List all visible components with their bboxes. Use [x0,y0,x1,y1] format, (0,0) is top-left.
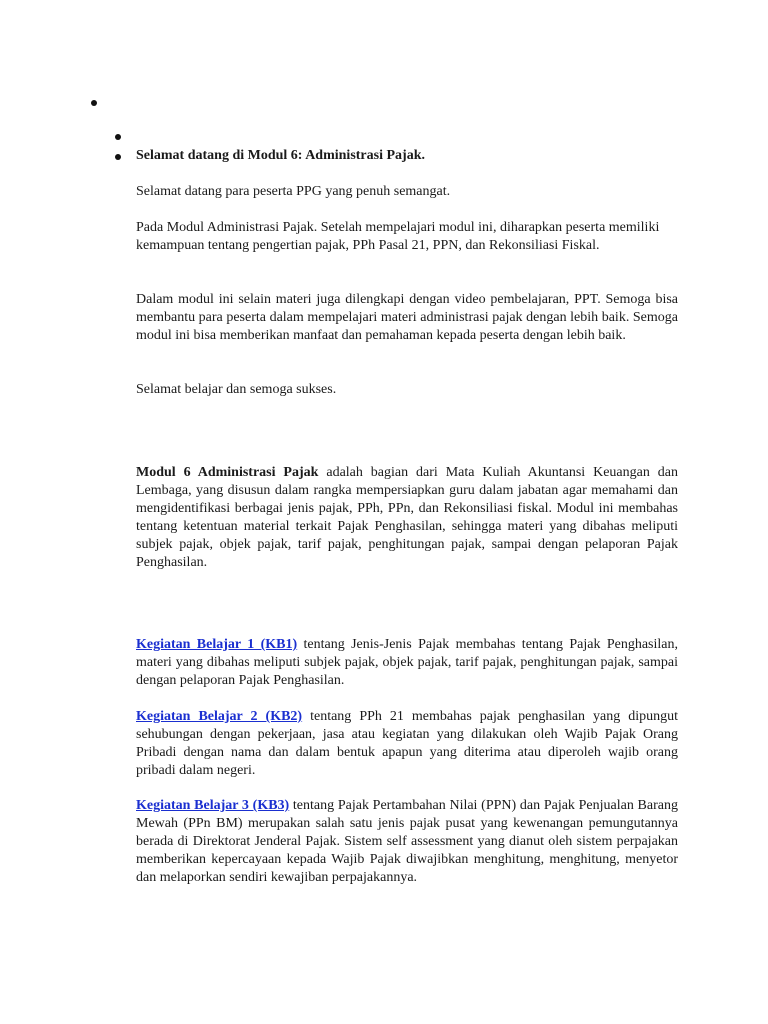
closing-paragraph: Selamat belajar dan semoga sukses. [136,382,337,397]
kb3-link[interactable]: Kegiatan Belajar 3 (KB3) [136,798,290,813]
kb3-paragraph [136,797,678,887]
intro-paragraph: Pada Modul Administrasi Pajak. Setelah mempelajari modul ini, diharapkan peserta memiliki kemampuan tentang pengertian pajak, PPh Pasal 21, PPN, dan Rekonsiliasi Fiskal. [136,220,660,253]
bullet-marker [115,134,121,140]
module-description [136,464,678,572]
bullet-marker [115,154,121,160]
video-paragraph: Dalam modul ini selain materi juga dilengkapi dengan video pembelajaran, PPT. Semoga bisa membantu para peserta dalam mempelajari materi administrasi pajak dengan lebih baik. Semoga modul ini bisa memberikan manfaat dan pemahaman kepada peserta dengan lebih baik. [136,292,678,343]
kb2-text: tentang PPh 21 membahas pajak penghasilan yang dipungut sehubungan dengan pekerjaan, jasa atau kegiatan yang dilakukan oleh Wajib Pajak Orang Pribadi dengan nama dan dalam bentuk apapun yang diterima atau diperoleh wajib orang pribadi dalam negeri. [136,709,679,778]
kb3-text: tentang Pajak Pertambahan Nilai (PPN) dan Pajak Penjualan Barang Mewah (PPn BM) merupakan salah satu jenis pajak pusat yang kewenangan pemungutannya berada di Direktorat Jenderal Pajak. Sistem self assessment yang dianut oleh sistem perpajakan memberikan kepercayaan kepada Wajib Pajak diwajibkan menghitung, menghitung, menyetor dan melaporkan sendiri kewajiban perpajakannya. [136,798,678,885]
bullet-marker [91,100,97,106]
kb1-text: tentang Jenis-Jenis Pajak membahas tentang Pajak Penghasilan, materi yang dibahas meliputi subjek pajak, objek pajak, tarif pajak, penghitungan pajak, sampai dengan pelaporan Pajak Penghasilan. [136,637,679,688]
kb1-paragraph [136,636,678,690]
kb2-link[interactable]: Kegiatan Belajar 2 (KB2) [136,709,303,724]
module-heading: Selamat datang di Modul 6: Administrasi Pajak. [136,148,425,163]
kb1-link[interactable]: Kegiatan Belajar 1 (KB1) [136,637,298,652]
module-title: Modul 6 Administrasi Pajak [136,465,319,480]
module-description-text: adalah bagian dari Mata Kuliah Akuntansi Keuangan dan Lembaga, yang disusun dalam rangka mempersiapkan guru dalam jabatan agar memahami dan mengidentifikasi berbagai jenis pajak, PPh, PPn, dan Rekonsiliasi fiskal. Modul ini membahas tentang ketentuan material terkait Pajak Penghasilan, sehingga materi yang dibahas meliputi subjek pajak, objek pajak, tarif pajak, penghitungan pajak, sampai dengan pelaporan Pajak Penghasilan. [136,465,678,570]
welcome-paragraph: Selamat datang para peserta PPG yang penuh semangat. [136,184,451,199]
kb2-paragraph [136,708,678,780]
